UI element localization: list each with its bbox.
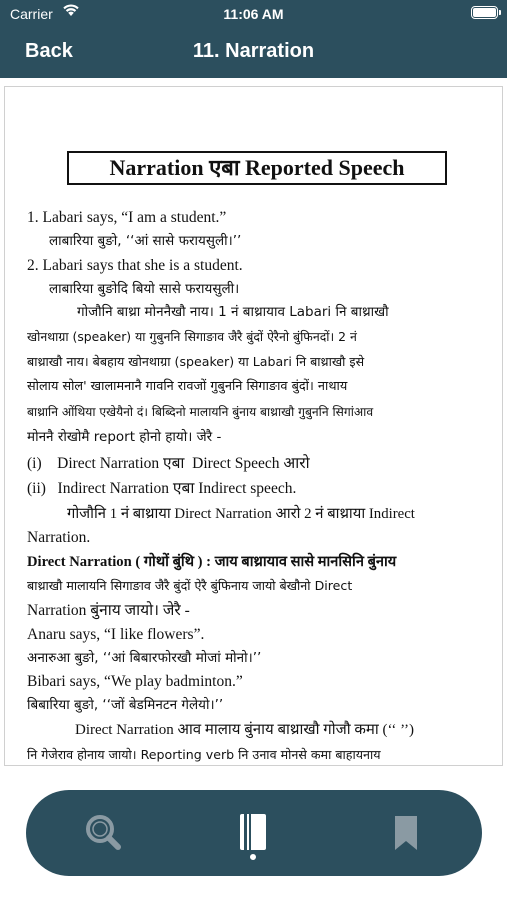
document-line: Narration. (27, 529, 91, 546)
status-time: 11:06 AM (223, 6, 284, 22)
document-line: Bibari says, “We play badminton.” (27, 673, 243, 690)
tab-bar (26, 790, 482, 876)
top-bar (0, 0, 507, 78)
document-page[interactable] (4, 86, 503, 766)
tab-bookmarks[interactable] (381, 808, 431, 858)
document-line: गोजौनि 1 नं बाथ्राया Direct Narration आरो 2 नं बाथ्राया Indirect (67, 506, 415, 522)
document-line: 1. Labari says, “I am a student.” (27, 209, 227, 226)
bookmark-icon (381, 808, 431, 858)
document-line: बिबारिया बुङो, ‘‘जों बेडमिनटन गेलेयो।’’ (27, 697, 224, 713)
document-line: (i) Direct Narration एबा Direct Speech आरो (27, 455, 310, 472)
document-line: (ii) Indirect Narration एबा Indirect speech. (27, 480, 297, 497)
document-line: बाथ्रानि ओंथिया एखेयैनो दं। बिब्दिनो मालायनि बुंनाय बाथ्राखौ गुबुननि सिगांआव (27, 405, 374, 419)
status-bar (0, 0, 507, 30)
document-line: बाथ्राखौ मालायनि सिगाङाव जैरै बुंदों ऐरै बुंफिनाय जायो बेखौनो Direct (27, 578, 353, 593)
document-line: Anaru says, “I like flowers”. (27, 626, 205, 643)
document-line: बाथ्राखौ नाय। बेबहाय खोनथाग्रा (speaker) या Labari नि बाथ्राखौ इसे (27, 354, 365, 369)
document-line: लाबारिया बुङो, ‘‘आं सासे फरायसुली।’’ (49, 233, 242, 249)
carrier-label: Carrier (10, 6, 53, 22)
document-line: Narration बुंनाय जायो। जेरै - (27, 602, 190, 619)
document-line: गोजौनि बाथ्रा मोननैखौ नाय। 1 नं बाथ्रायाव Labari नि बाथ्राखौ (77, 304, 389, 320)
tab-book[interactable] (228, 808, 278, 858)
document-line: 2. Labari says that she is a student. (27, 257, 243, 274)
magnifier-icon (78, 808, 128, 858)
battery-icon (471, 6, 498, 19)
document-line: मोननै रोखोमै report होनो हायो। जेरै - (27, 429, 222, 445)
back-button[interactable]: Back (25, 40, 73, 62)
document-line: Direct Narration आव मालाय बुंनाय बाथ्राखौ गोजौ कमा (‘‘ ’’) (75, 722, 414, 738)
page-title: 11. Narration (192, 40, 315, 62)
active-tab-indicator (250, 854, 256, 860)
document-line: अनारुआ बुङो, ‘‘आं बिबारफोरखौ मोजां मोनो।’’ (27, 650, 262, 666)
document-line: Direct Narration ( गोथों बुंथि ) : जाय बाथ्रायाव सासे मानसिनि बुंनाय (27, 554, 397, 570)
document-heading: Narration एबा Reported Speech (67, 151, 447, 185)
document-line: खोनथाग्रा (speaker) या गुबुननि सिगाङाव जैरै बुंदों ऐरैनो बुंफिनदों। 2 नं (27, 329, 357, 344)
navigation-bar (0, 30, 507, 78)
document-line: नि गेजेराव होनाय जायो। Reporting verb नि उनाव मोनसे कमा बाहायनाय (27, 747, 381, 762)
book-icon (228, 808, 278, 858)
tab-search[interactable] (78, 808, 128, 858)
document-line: लाबारिया बुङोदि बियो सासे फरायसुली। (49, 281, 240, 297)
document-line: सोलाय सोल' खालामनानै गावनि रावजों गुबुननि सिगाङाव बुंदों। नाथाय (27, 379, 348, 394)
